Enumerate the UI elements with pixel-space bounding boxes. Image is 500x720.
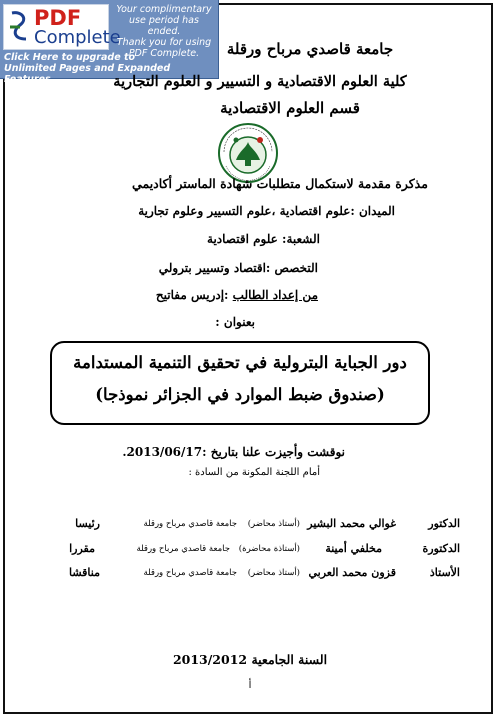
pdf-message-line: Your complimentary [116,4,212,15]
member-name: قزون محمد العربي [308,566,396,579]
prepared-by-name: :إدريس مفاتيح [155,288,233,302]
member-institution: جامعة قاصدي مرباح ورقلة [136,544,230,554]
member-rank: (أستاذ محاضر) [247,519,300,529]
pdf-brand-complete: Complete [34,27,121,48]
committee-intro: أمام اللجنة المكونة من السادة : [188,467,320,478]
member-rank: (أستاذة محاضرة) [238,544,300,554]
page-number: أ [248,680,252,691]
memo-title-label: بعنوان : [215,315,255,329]
member-role: مقررا [69,542,95,555]
pdf-swirl-icon [8,9,30,43]
member-title: الأستاذ [429,566,460,579]
defense-date: نوقشت وأجيزت علنا بتاريخ :2013/06/17. [122,445,345,459]
pdf-brand-pdf: PDF [34,6,82,30]
thesis-title-line2: (صندوق ضبط الموارد في الجزائر نموذجا) [95,385,385,404]
academic-year: السنة الجامعية 2013/2012 [172,652,328,667]
pdf-upgrade-line[interactable]: Click Here to upgrade to [4,52,136,63]
department-name: قسم العلوم الاقتصادية [220,99,360,117]
pdf-complete-logo [3,4,121,50]
member-name: مخلفي أمينة [325,542,382,555]
thesis-title-line1: دور الجباية البترولية في تحقيق التنمية المستدامة [73,353,407,372]
memo-branch: الشعبة: علوم اقتصادية [207,232,320,246]
pdf-message-line: PDF Complete. [128,48,200,59]
thesis-title-box [50,341,430,425]
member-role: رئيسا [75,517,100,530]
member-institution: جامعة قاصدي مرباح ورقلة [143,568,237,578]
member-role: مناقشا [69,566,100,579]
memo-purpose: مذكرة مقدمة لاستكمال متطلبات شهادة الماستر أكاديمي [132,176,428,191]
member-title: الدكتور [428,517,460,530]
memo-prepared-by [156,288,318,302]
pdf-upgrade-line[interactable]: Unlimited Pages and Expanded Features [4,63,171,85]
faculty-name: كلية العلوم الاقتصادية و التسيير و العلوم التجارية [113,73,407,90]
member-title: الدكتورة [422,542,460,555]
memo-field: الميدان :علوم اقتصادية ،علوم التسيير وعلوم تجارية [138,204,395,218]
member-rank: (أستاذ محاضر) [247,568,300,578]
memo-specialty: التخصص :اقتصاد وتسيير بترولي [158,261,318,275]
prepared-by-label: من إعداد الطالب [232,288,318,302]
university-crest-icon [216,122,280,184]
pdf-message-line: use period has ended. [129,15,199,37]
member-name: غوالي محمد البشير [307,517,396,530]
university-name: جامعة قاصدي مرباح ورقلة [226,40,394,58]
pdf-message-line: Thank you for using [116,37,212,48]
member-institution: جامعة قاصدي مرباح ورقلة [143,519,237,529]
